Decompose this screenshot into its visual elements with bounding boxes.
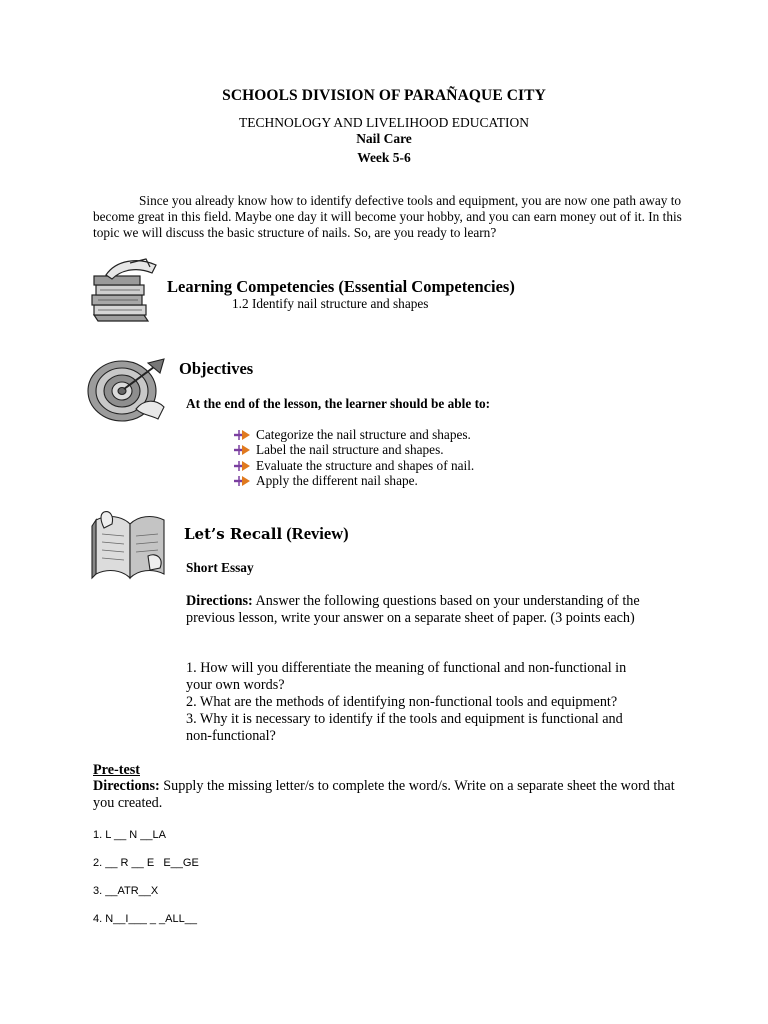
objectives-list bbox=[232, 427, 474, 489]
directions-label: Directions: bbox=[93, 778, 160, 794]
recall-title-review: (Review) bbox=[286, 524, 349, 543]
arrow-bullet-icon bbox=[232, 429, 254, 441]
question-3-line-2: non-functional? bbox=[186, 728, 276, 744]
arrow-bullet-icon bbox=[232, 475, 254, 487]
list-item bbox=[232, 443, 474, 459]
objective-text: Label the nail structure and shapes. bbox=[256, 442, 444, 458]
open-book-icon bbox=[90, 508, 170, 582]
pretest-item-4: 4. N__I___ _ _ALL__ bbox=[93, 913, 197, 925]
pretest-directions bbox=[93, 778, 678, 812]
program-title: TECHNOLOGY AND LIVELIHOOD EDUCATION bbox=[238, 115, 530, 130]
competencies-title: Learning Competencies (Essential Competencies) bbox=[167, 277, 515, 296]
short-essay-subtitle: Short Essay bbox=[186, 560, 254, 575]
arrow-bullet-icon bbox=[232, 460, 254, 472]
week-title: Week 5-6 bbox=[357, 150, 411, 165]
list-item bbox=[232, 474, 474, 490]
question-1-line-1: 1. How will you differentiate the meaning of functional and non-functional in bbox=[186, 660, 627, 676]
objective-text: Categorize the nail structure and shapes. bbox=[256, 426, 471, 442]
pretest-item-3: 3. __ATR__X bbox=[93, 885, 159, 897]
recall-title-main: Let’s Recall bbox=[184, 525, 283, 543]
question-2: 2. What are the methods of identifying non-functional tools and equipment? bbox=[186, 694, 618, 710]
recall-directions bbox=[186, 593, 676, 627]
objective-text: Evaluate the structure and shapes of nail. bbox=[256, 457, 475, 473]
question-1-line-2: your own words? bbox=[186, 677, 285, 693]
target-dart-icon bbox=[84, 353, 174, 425]
recall-title bbox=[184, 524, 349, 544]
pretest-title-text: Pre-test bbox=[93, 762, 140, 778]
objectives-lead: At the end of the lesson, the learner should be able to: bbox=[186, 396, 491, 411]
question-3-line-1: 3. Why it is necessary to identify if the tools and equipment is functional and bbox=[186, 711, 623, 727]
recall-questions bbox=[186, 660, 686, 745]
pretest-item-2: 2. __ R __ E E__GE bbox=[93, 857, 199, 869]
books-icon bbox=[86, 255, 162, 325]
list-item bbox=[232, 427, 474, 443]
pretest-title bbox=[93, 762, 140, 779]
arrow-bullet-icon bbox=[232, 444, 254, 456]
directions-label: Directions: bbox=[186, 593, 253, 609]
intro-paragraph: Since you already know how to identify defective tools and equipment, you are now one path away to become great in this field. Maybe one day it will become your hobby, and you can earn money out of it. In this topic we will discuss the basic structure of nails. So, are you ready to learn? bbox=[93, 193, 682, 240]
directions-text: Supply the missing letter/s to complete the word/s. Write on a separate sheet the word that you created. bbox=[93, 778, 675, 811]
list-item bbox=[232, 458, 474, 474]
school-division-title: SCHOOLS DIVISION OF PARAÑAQUE CITY bbox=[222, 87, 546, 104]
directions-text: Answer the following questions based on your understanding of the previous lesson, write your answer on a separate sheet of paper. (3 points each) bbox=[186, 593, 640, 626]
competency-item: 1.2 Identify nail structure and shapes bbox=[232, 296, 429, 311]
objective-text: Apply the different nail shape. bbox=[256, 473, 418, 489]
subject-title: Nail Care bbox=[356, 131, 412, 146]
objectives-title: Objectives bbox=[179, 359, 254, 378]
pretest-item-1: 1. L __ N __LA bbox=[93, 829, 166, 841]
